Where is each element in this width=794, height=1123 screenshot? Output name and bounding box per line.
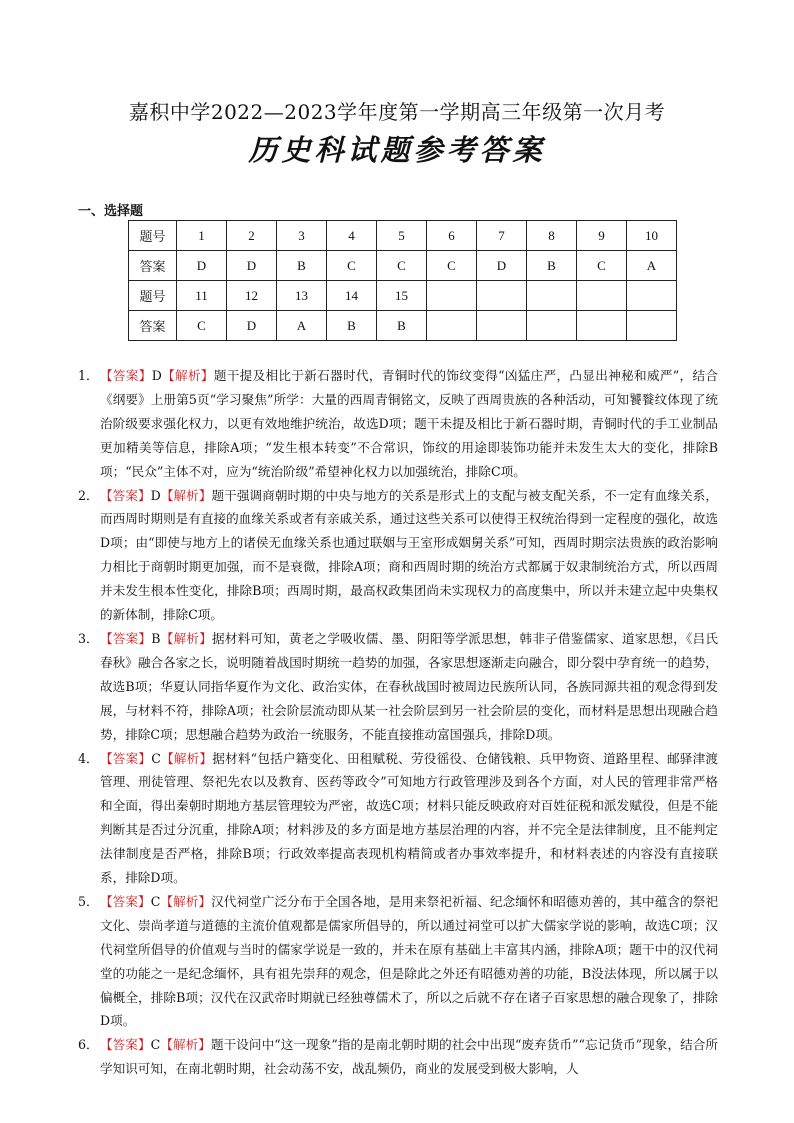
table-cell: A <box>627 251 677 281</box>
row-label: 答案 <box>129 251 177 281</box>
analysis-tag: 【解析】 <box>160 630 213 646</box>
table-cell: 1 <box>177 221 227 251</box>
row-label: 题号 <box>129 221 177 251</box>
table-cell: 7 <box>477 221 527 251</box>
table-cell <box>627 311 677 341</box>
table-cell: C <box>327 251 377 281</box>
answer-letter: B <box>151 630 161 646</box>
table-cell: D <box>177 251 227 281</box>
answer-letter: C <box>151 750 161 766</box>
answer-item-5 <box>78 890 718 1033</box>
answer-tag: 【答案】 <box>100 487 151 503</box>
answer-tag: 【答案】 <box>100 893 151 909</box>
analysis-text: 题干强调商朝时期的中央与地方的关系是形式上的支配与被支配关系，不一定有血缘关系，而西周时期则是有直接的血缘关系或者有亲戚关系，通过这些关系可以使得王权统治得到一定程度的强化，故选D项；由“即使与地方上的诸侯无血缘关系也通过联姻与王室形成姻舅关系”可知，西周时期宗法贵族的政治影响力相比于商朝时期更加强，而不是衰微，排除A项；商和西周时期的统治方式都属于奴隶制统治方式，所以西周并未发生根本性变化，排除B项；西周时期，最高权政集团尚未实现权力的高度集中，所以并未建立起中央集权的新体制，排除C项。 <box>100 487 719 623</box>
table-cell: B <box>277 251 327 281</box>
table-cell <box>627 281 677 311</box>
analysis-tag: 【解析】 <box>160 1037 211 1053</box>
row-label: 答案 <box>129 311 177 341</box>
answer-tag: 【答案】 <box>100 1037 151 1053</box>
table-cell: A <box>277 311 327 341</box>
table-row <box>129 311 677 341</box>
answer-tag: 【答案】 <box>100 630 152 646</box>
table-cell: D <box>227 311 277 341</box>
question-number: 2． <box>78 487 99 503</box>
table-cell: 4 <box>327 221 377 251</box>
section-heading-choice: 一、选择题 <box>78 204 144 219</box>
analysis-text: 汉代祠堂广泛分布于全国各地，是用来祭祀祈福、纪念缅怀和昭德劝善的，其中蕴含的祭祀文化、崇尚孝道与道德的主流价值观都是儒家所倡导的，所以通过祠堂可以扩大儒家学说的影响，故选C项；汉代祠堂所倡导的价值观与当时的儒家学说是一致的，并未在原有基础上丰富其内涵，排除A项；题干中的汉代祠堂的功能之一是纪念缅怀，具有祖先崇拜的观念，但是除此之外还有昭德劝善的功能，B没法体现，所以属于以偏概全，排除B项；汉代在汉武帝时期就已经独尊儒术了，所以之后就不存在诸子百家思想的融合现象了，排除D项。 <box>100 893 719 1029</box>
table-cell: D <box>477 251 527 281</box>
table-cell: 14 <box>327 281 377 311</box>
subject-title: 历史科试题参考答案 <box>248 133 546 167</box>
table-cell: C <box>577 251 627 281</box>
table-cell <box>527 281 577 311</box>
analysis-tag: 【解析】 <box>160 893 212 909</box>
answer-tag: 【答案】 <box>100 368 152 383</box>
answer-letter: D <box>150 487 161 503</box>
table-cell <box>477 311 527 341</box>
table-cell: 11 <box>177 281 227 311</box>
question-number: 5． <box>78 893 99 909</box>
table-cell: 9 <box>577 221 627 251</box>
answer-item-4 <box>78 747 718 890</box>
table-row <box>129 281 677 311</box>
question-number: 6． <box>78 1037 99 1053</box>
analysis-text: 据材料可知，黄老之学吸收儒、墨、阴阳等学派思想，韩非子借鉴儒家、道家思想，《吕氏春秋》融合各家之长，说明随着战国时期统一趋势的加强，各家思想逐渐走向融合，即分裂中孕育统一的趋势，故选B项；华夏认同指华夏作为文化、政治实体，在春秋战国时被周边民族所认同，各族同源共祖的观念得到发展，与材料不符，排除A项；社会阶层流动即从某一社会阶层到另一社会阶层的变化，而材料是思想出现融合趋势，排除C项；思想融合趋势为政治一统服务，不能直接推动富国强兵，排除D项。 <box>100 630 719 742</box>
table-cell: B <box>527 251 577 281</box>
analysis-text: 题干提及相比于新石器时代，青铜时代的饰纹变得“凶猛庄严，凸显出神秘和威严”，结合《纲要》上册第5页“学习聚焦”所学：大量的西周青铜铭文，反映了西周贵族的各种活动，可知饕餮纹体现了统治阶级要求强化权力，以更有效地维护统治，故选D项；题干未提及相比于新石器时期，青铜时代的手工业制品更加精美等信息，排除A项；“发生根本转变”不合常识，饰纹的用途即装饰功能并未发生太大的变化，排除B项；“民众”主体不对，应为“统治阶级”希望神化权力以加强统治，排除C项。 <box>100 368 718 479</box>
table-cell <box>427 311 477 341</box>
table-cell <box>477 281 527 311</box>
table-cell: C <box>377 251 427 281</box>
table-cell <box>577 311 627 341</box>
table-row <box>129 221 677 251</box>
answer-explanations <box>78 364 718 1081</box>
table-cell: 5 <box>377 221 427 251</box>
table-cell: 2 <box>227 221 277 251</box>
table-cell <box>527 311 577 341</box>
answer-letter: C <box>150 893 161 909</box>
answer-tag: 【答案】 <box>100 750 152 766</box>
table-cell: C <box>177 311 227 341</box>
analysis-tag: 【解析】 <box>161 368 214 383</box>
analysis-text: 据材料“包括户籍变化、田租赋税、劳役徭役、仓储钱粮、兵甲物资、道路里程、邮驿津渡管理、刑徒管理、祭祀先农以及教育、医药等政令”可知地方行政管理涉及到各个方面，对人民的管理非常严格和全面，得出秦朝时期地方基层管理较为严密，故选C项；材料只能反映政府对百姓征税和派发赋役，但是不能判断其是否过分沉重，排除A项；材料涉及的多方面是地方基层治理的内容，并不完全是法律制度，且不能判定法律制度是否严格，排除B项；行政效率提高表现机构精简或者办事效率提升，和材料表述的内容没有直接联系，排除D项。 <box>100 750 719 886</box>
exam-title: 嘉积中学2022—2023学年度第一学期高三年级第一次月考 <box>128 100 666 124</box>
answer-item-2 <box>78 484 718 627</box>
analysis-tag: 【解析】 <box>160 487 212 503</box>
table-cell <box>577 281 627 311</box>
table-cell: C <box>427 251 477 281</box>
question-number: 3． <box>78 630 99 646</box>
table-cell: 3 <box>277 221 327 251</box>
table-cell: 12 <box>227 281 277 311</box>
table-row <box>129 251 677 281</box>
answer-key-table <box>128 220 677 341</box>
answer-item-6 <box>78 1033 718 1081</box>
table-cell: D <box>227 251 277 281</box>
table-cell: 10 <box>627 221 677 251</box>
answer-letter: C <box>150 1037 161 1053</box>
table-cell: 15 <box>377 281 427 311</box>
table-cell: B <box>327 311 377 341</box>
analysis-text: 题干设问中“这一现象”指的是南北朝时期的社会中出现“废弃货币”“忘记货币”现象，结合所学知识可知，在南北朝时期，社会动荡不安，战乱频仍，商业的发展受到极大影响，人 <box>100 1037 719 1077</box>
table-cell: 8 <box>527 221 577 251</box>
answer-item-1 <box>78 364 718 484</box>
table-cell: B <box>377 311 427 341</box>
analysis-tag: 【解析】 <box>160 750 213 766</box>
question-number: 1． <box>78 368 99 383</box>
row-label: 题号 <box>129 281 177 311</box>
table-cell <box>427 281 477 311</box>
question-number: 4． <box>78 750 99 766</box>
answer-item-3 <box>78 627 718 747</box>
table-cell: 13 <box>277 281 327 311</box>
table-cell: 6 <box>427 221 477 251</box>
answer-letter: D <box>151 368 162 383</box>
